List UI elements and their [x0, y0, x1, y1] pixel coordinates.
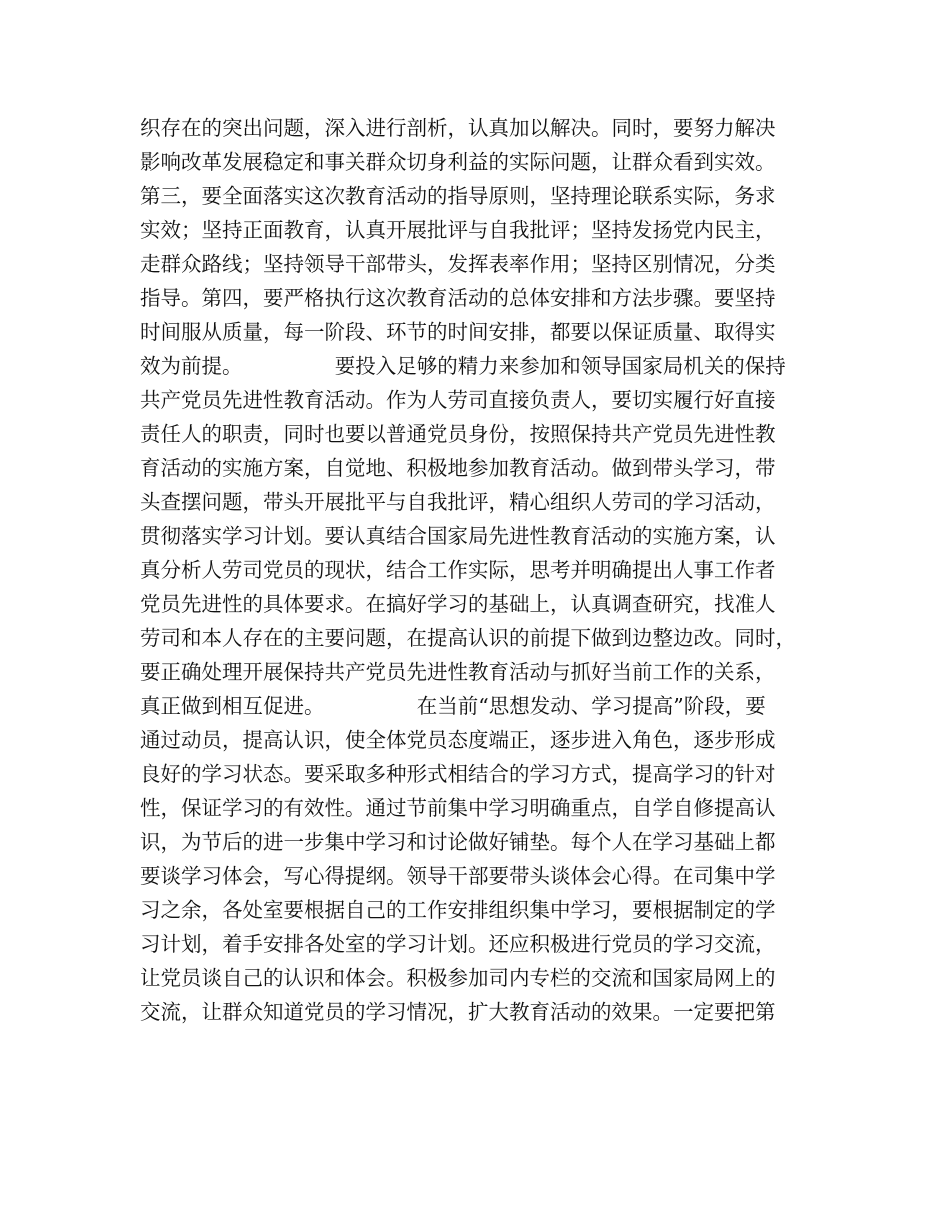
text-line: 责任人的职责，同时也要以普通党员身份，按照保持共产党员先进性教 [140, 422, 776, 446]
text-line: 交流，让群众知道党员的学习情况，扩大教育活动的效果。一定要把第 [140, 1000, 776, 1024]
text-line: 真正做到相互促进。 在当前“思想发动、学习提高”阶段，要 [140, 694, 766, 718]
text-line: 影响改革发展稳定和事关群众切身利益的实际问题，让群众看到实效。 [140, 150, 776, 174]
text-line: 性，保证学习的有效性。通过节前集中学习明确重点，自学自修提高认 [140, 796, 776, 820]
text-line: 贯彻落实学习计划。要认真结合国家局先进性教育活动的实施方案，认 [140, 524, 776, 548]
text-line: 头查摆问题，带头开展批平与自我批评，精心组织人劳司的学习活动， [140, 490, 776, 514]
text-line: 指导。第四，要严格执行这次教育活动的总体安排和方法步骤。要坚持 [140, 286, 776, 310]
text-line: 实效；坚持正面教育，认真开展批评与自我批评；坚持发扬党内民主， [140, 218, 776, 242]
text-line: 良好的学习状态。要采取多种形式相结合的学习方式，提高学习的针对 [140, 762, 776, 786]
text-line: 时间服从质量，每一阶段、环节的时间安排，都要以保证质量、取得实 [140, 320, 776, 344]
text-line: 识，为节后的进一步集中学习和讨论做好铺垫。每个人在学习基础上都 [140, 830, 776, 854]
text-line: 劳司和本人存在的主要问题，在提高认识的前提下做到边整边改。同时， [140, 626, 796, 650]
text-line: 走群众路线；坚持领导干部带头，发挥表率作用；坚持区别情况，分类 [140, 252, 776, 276]
text-line: 第三，要全面落实这次教育活动的指导原则，坚持理论联系实际，务求 [140, 184, 776, 208]
text-line: 习之余，各处室要根据自己的工作安排组织集中学习，要根据制定的学 [140, 898, 776, 922]
text-line: 织存在的突出问题，深入进行剖析，认真加以解决。同时，要努力解决 [140, 116, 776, 140]
text-line: 习计划，着手安排各处室的学习计划。还应积极进行党员的学习交流， [140, 932, 776, 956]
text-line: 通过动员，提高认识，使全体党员态度端正，逐步进入角色，逐步形成 [140, 728, 776, 752]
text-line: 共产党员先进性教育活动。作为人劳司直接负责人，要切实履行好直接 [140, 388, 776, 412]
text-line: 效为前提。 要投入足够的精力来参加和领导国家局机关的保持 [140, 354, 786, 378]
text-line: 育活动的实施方案，自觉地、积极地参加教育活动。做到带头学习，带 [140, 456, 776, 480]
text-line: 让党员谈自己的认识和体会。积极参加司内专栏的交流和国家局网上的 [140, 966, 776, 990]
text-line: 真分析人劳司党员的现状，结合工作实际，思考并明确提出人事工作者 [140, 558, 776, 582]
text-line: 要正确处理开展保持共产党员先进性教育活动与抓好当前工作的关系， [140, 660, 776, 684]
body-text [140, 111, 830, 1029]
text-line: 要谈学习体会，写心得提纲。领导干部要带头谈体会心得。在司集中学 [140, 864, 776, 888]
text-line: 党员先进性的具体要求。在搞好学习的基础上，认真调查研究，找准人 [140, 592, 776, 616]
